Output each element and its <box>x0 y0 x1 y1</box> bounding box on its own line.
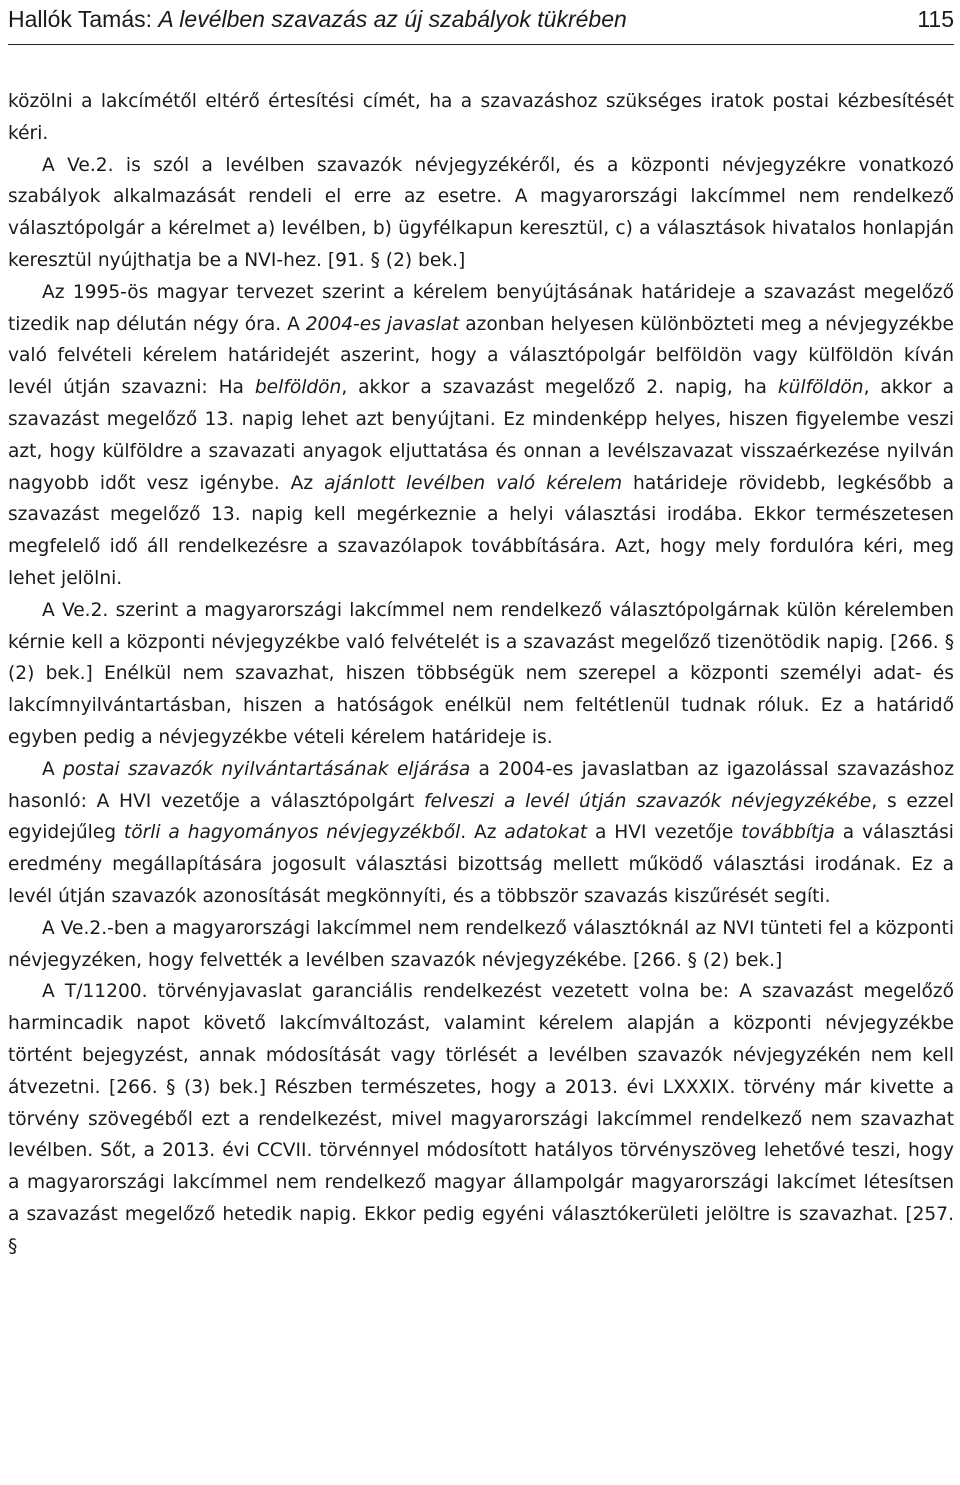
paragraph: közölni a lakcímétől eltérő értesítési címét, ha a szavazáshoz szükséges iratok postai kézbesítését kéri. <box>8 91 954 144</box>
paragraph: A T/11200. törvényjavaslat garanciális rendelkezést vezetett volna be: A szavazást megelőző harmincadik napot követő lakcímváltozást, valamint kérelem alapján a központi névjegyzékbe történt bejegyzést, annak módosítását vagy törlését a levélben szavazók névjegyzékén nem kell átvezetni. [266. § (3) bek.] Részben természetes, hogy a 2013. évi LXXXIX. törvény már kivette a törvény szövegéből ezt a rendelkezést, mivel magyarországi lakcímmel rendelkező nem szavazhat levélben. Sőt, a 2013. évi CCVII. törvénnyel módosított hatályos törvényszöveg lehetővé teszi, hogy a magyarországi lakcímmel nem rendelkező magyar állampolgár magyarországi lakcímet létesítsen a szavazást megelőző hetedik napig. Ekkor pedig egyéni választókerületi jelöltre is szavazhat. [257. § <box>8 981 954 1257</box>
body-text <box>8 86 954 1262</box>
paragraph: A Ve.2.-ben a magyarországi lakcímmel nem rendelkező választóknál az NVI tünteti fel a központi névjegyzéken, hogy felvették a levélben szavazók névjegyzékébe. [266. § (2) bek.] <box>8 917 954 971</box>
document-page <box>8 0 954 1257</box>
emphasis: felveszi a levél útján szavazók névjegyzékébe <box>424 790 872 812</box>
emphasis: törli a hagyományos névjegyzékből <box>123 822 461 844</box>
emphasis: külföldön <box>777 377 864 399</box>
emphasis: adatokat <box>504 822 588 844</box>
header-title <box>8 6 627 33</box>
header-article-title: A levélben szavazás az új szabályok tükrében <box>158 6 627 32</box>
running-header <box>8 0 954 45</box>
page-number: 115 <box>917 6 954 32</box>
paragraph: A postai szavazók nyilvántartásának eljárása a 2004-es javaslatban az igazolással szavazáshoz hasonló: A HVI vezetője a választópolgárt felveszi a levél útján szavazók névjegyzékébe, s ezzel egyidejűleg törli a hagyományos névjegyzékből. Az adatokat a HVI vezetője továbbítja a választási eredmény megállapítására jogosult választási bizottság mellett működő választási irodának. Ez a levél útján szavazók azonosítását megkönnyíti, és a többször szavazás kiszűrését segíti. <box>8 758 954 907</box>
emphasis: 2004-es javaslat <box>305 313 460 335</box>
emphasis: belföldön <box>254 377 342 399</box>
emphasis: továbbítja <box>741 822 835 844</box>
header-author: Hallók Tamás: <box>8 6 159 32</box>
emphasis: postai szavazók nyilvántartásának eljárása <box>62 758 471 780</box>
paragraph: Az 1995-ös magyar tervezet szerint a kérelem benyújtásának határideje a szavazást megelőző tizedik nap délután négy óra. A 2004-es javaslat azonban helyesen különbözteti meg a névjegyzékbe való felvételi kérelem határidejét aszerint, hogy a választópolgár belföldön vagy külföldön kíván levél útján szavazni: Ha belföldön, akkor a szavazást megelőző 2. napig, ha külföldön, akkor a szavazást megelőző 13. napig lehet azt benyújtani. Ez mindenképp helyes, hiszen figyelembe veszi azt, hogy külföldre a szavazati anyagok eljuttatása és onnan a levélszavazat visszaérkezése nyilván nagyobb időt vesz igénybe. Az ajánlott levélben való kérelem határideje rövidebb, legkésőbb a szavazást megelőző 13. napig kell megérkeznie a helyi választási irodába. Ekkor természetesen megfelelő idő áll rendelkezésre a szavazólapok továbbítására. Azt, hogy mely fordulóra kéri, meg lehet jelölni. <box>8 281 954 589</box>
emphasis: ajánlott levélben való kérelem <box>324 472 623 494</box>
paragraph: A Ve.2. is szól a levélben szavazók névjegyzékéről, és a központi névjegyzékre vonatkozó szabályok alkalmazását rendeli el erre az esetre. A magyarországi lakcímmel nem rendelkező választópolgár a kérelmet a) levélben, b) ügyfélkapun keresztül, c) a választások hivatalos honlapján keresztül nyújthatja be a NVI-hez. [91. § (2) bek.] <box>8 154 954 271</box>
paragraph: A Ve.2. szerint a magyarországi lakcímmel nem rendelkező választópolgárnak külön kérelemben kérnie kell a központi névjegyzékbe való felvételét is a szavazást megelőző tizenötödik napig. [266. § (2) bek.] Enélkül nem szavazhat, hiszen többségük nem szerepel a központi személyi adat- és lakcímnyilvántartásban, hiszen a hatóságok enélkül nem feltétlenül tudnak róluk. Ez a határidő egyben pedig a névjegyzékbe vételi kérelem határideje is. <box>8 599 954 748</box>
